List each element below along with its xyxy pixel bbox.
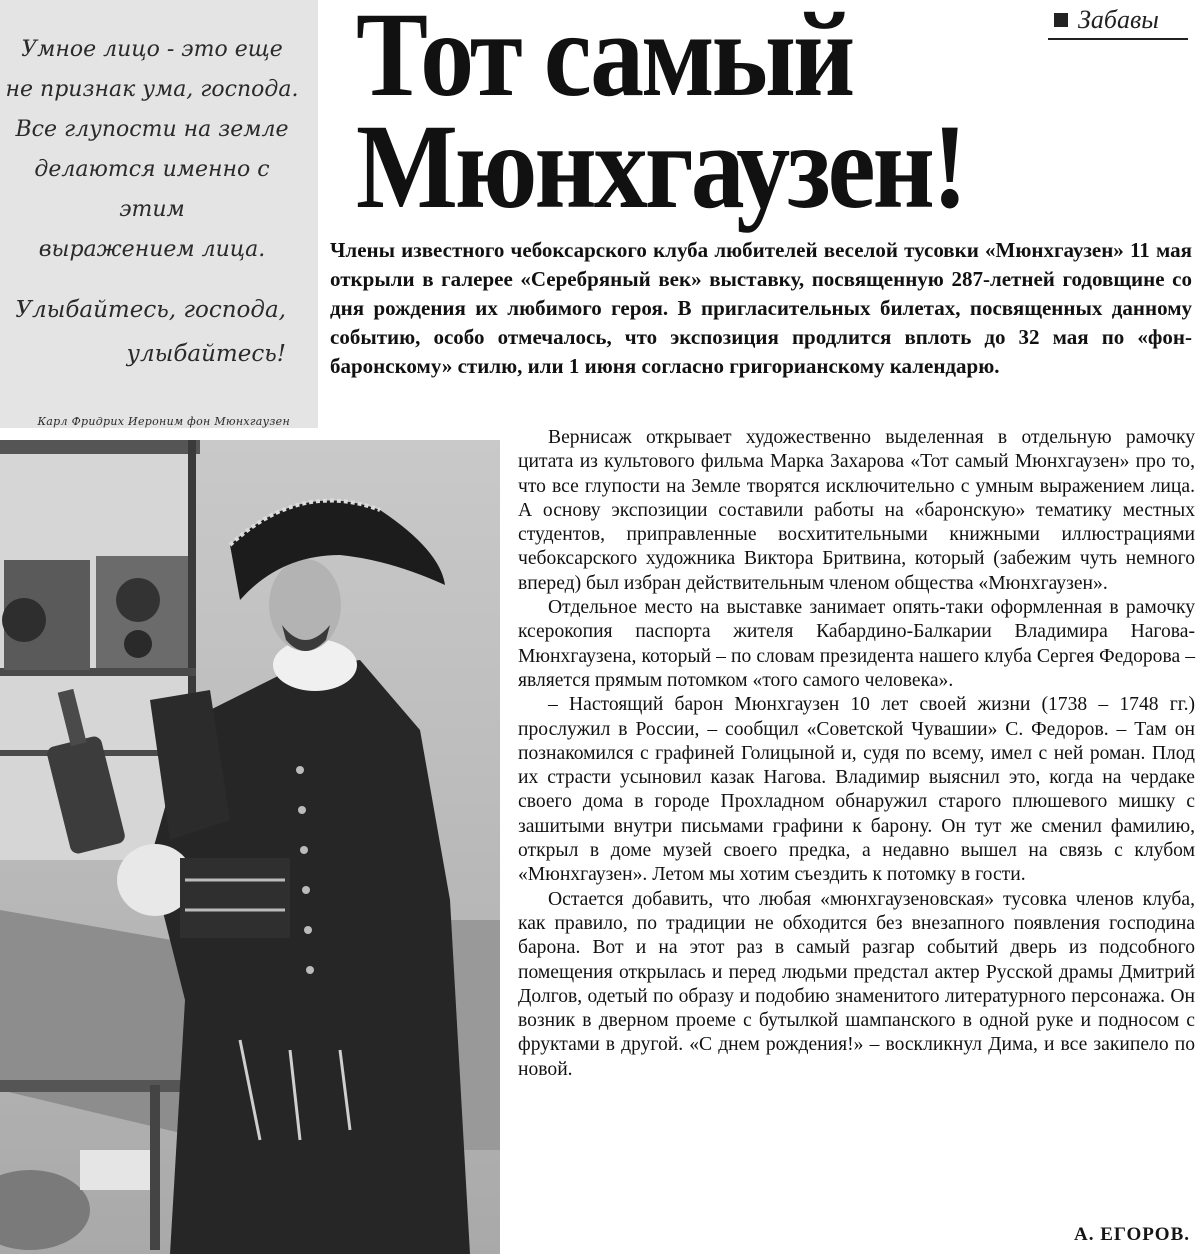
epigraph-line: Умное лицо - это еще bbox=[21, 37, 283, 62]
headline-line: Тот самый bbox=[356, 0, 853, 123]
headline-line: Мюнхгаузен! bbox=[356, 100, 965, 235]
epigraph-signature: Карл Фридрих Иероним фон Мюнхгаузен bbox=[37, 415, 290, 428]
body-paragraph: Отдельное место на выставке занимает опять-таки оформленная в рамочку ксерокопия паспорта жителя Кабардино-Балкарии Владимира Нагова-Мюнхгаузена, который – по словам президента нашего клуба Сергея Федорова – является прямым потомком «того самого человека». bbox=[518, 597, 1195, 691]
epigraph-line: не признак ума, господа. bbox=[5, 77, 299, 102]
epigraph-line: выражением лица. bbox=[38, 237, 266, 262]
section-rubric bbox=[1048, 2, 1188, 40]
article-photo bbox=[0, 440, 500, 1254]
black-square-icon bbox=[1054, 13, 1068, 27]
body-paragraph: – Настоящий барон Мюнхгаузен 10 лет своей жизни (1738 – 1748 гг.) прослужил в России, – сообщил «Советской Чувашии» С. Федоров. – Там он познакомился с графиней Голицыной и, судя по всему, имел с ней роман. Плод их страсти усыновил казак Нагова. Владимир выяснил это, когда на чердаке своего дома в городе Прохладном обнаружил старого плюшевого мишку с зашитыми внутри письмами графини к барону. Он тут же сменил фамилию, открыл в доме музей своего предка, а недавно вышел на связь с клубом «Мюнхгаузен». Летом мы хотим съездить к потомку в гости. bbox=[518, 694, 1195, 886]
article-lead: Члены известного чебоксарского клуба любителей веселой тусовки «Мюнхгаузен» 11 мая открыли в галерее «Серебряный век» выставку, посвященную 287-летней годовщине со дня рождения их любимого героя. В пригласительных билетах, посвященных данному событию, особо отмечалось, что экспозиция продлится вплоть до 32 мая по «фон-баронскому» стилю, или 1 июня согласно григорианскому календарю. bbox=[330, 238, 1192, 378]
epigraph-line: Все глупости на земле bbox=[15, 117, 289, 142]
epigraph-smile-line: Улыбайтесь, господа, bbox=[15, 297, 286, 323]
article-author: А. ЕГОРОВ. bbox=[1074, 1224, 1190, 1245]
article-headline bbox=[356, 0, 1036, 235]
body-paragraph: Вернисаж открывает художественно выделенная в отдельную рамочку цитата из культового фильма Марка Захарова «Тот самый Мюнхгаузен» про то, что все глупости на Земле творятся исключительно с умным выражением лица. А основу экспозиции составили работы на «баронскую» тематику местных студентов, приправленные восхитительными книжными иллюстрациями чебоксарского художника Виктора Бритвина, который (забежим чуть немного вперед) был избран действительным членом общества «Мюнхгаузен». bbox=[518, 427, 1195, 594]
epigraph-line: делаются именно с этим bbox=[34, 157, 270, 222]
section-label: Забавы bbox=[1078, 5, 1159, 34]
article-body bbox=[518, 426, 1195, 1082]
epigraph-quote-box bbox=[0, 0, 318, 428]
body-paragraph: Остается добавить, что любая «мюнхгаузеновская» тусовка членов клуба, как правило, по традиции не обходится без внезапного появления господина барона. Вот и на этот раз в самый разгар событий дверь из подсобного помещения открылась и перед людьми предстал актер Русской драмы Дмитрий Долгов, одетый по образу и подобию знаменитого литературного персонажа. Он возник в дверном проеме с бутылкой шампанского в одной руке и подносом с фруктами в другой. «С днем рождения!» – воскликнул Дима, и все закипело по новой. bbox=[518, 888, 1195, 1080]
epigraph-smile-line: улыбайтесь! bbox=[126, 341, 286, 367]
